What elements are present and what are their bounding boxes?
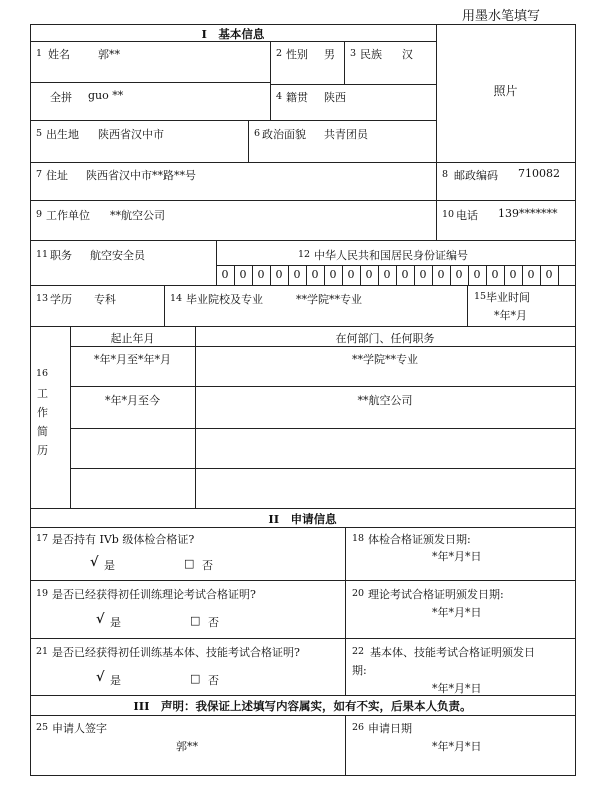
id-digit[interactable]: 0 <box>437 268 445 281</box>
q17-no-checkbox[interactable]: □ <box>184 557 195 570</box>
q17-text: 是否持有 IVb 级体检合格证? <box>52 533 195 546</box>
q20-text: 理论考试合格证明颁发日期: <box>368 588 504 601</box>
work-period-cell[interactable]: *年*月至今 <box>105 394 160 407</box>
grad-time-value[interactable]: *年*月 <box>494 309 527 322</box>
id-digit[interactable]: 0 <box>383 268 391 281</box>
work-dept-cell[interactable]: **学院**专业 <box>352 353 418 366</box>
id-digit[interactable]: 0 <box>491 268 499 281</box>
q20-date[interactable]: *年*月*日 <box>432 606 482 619</box>
q19-no-label: 否 <box>208 616 219 629</box>
id-digit[interactable]: 0 <box>365 268 373 281</box>
postcode-value[interactable]: 710082 <box>518 167 560 180</box>
signature-label: 申请人签字 <box>52 722 107 735</box>
id-digit[interactable]: 0 <box>329 268 337 281</box>
apply-date-value[interactable]: *年*月*日 <box>432 740 482 753</box>
id-digit[interactable]: 0 <box>275 268 283 281</box>
q18-date[interactable]: *年*月*日 <box>432 550 482 563</box>
birthplace-number: 5 <box>36 128 43 139</box>
declaration-statement: III 声明：我保证上述填写内容属实，如有不实，后果本人负责。 <box>133 699 472 713</box>
id-digit[interactable]: 0 <box>239 268 247 281</box>
ethnicity-value[interactable]: 汉 <box>402 48 413 61</box>
employer-number: 9 <box>36 209 43 220</box>
address-number: 7 <box>36 169 43 180</box>
grad-time-label: 毕业时间 <box>486 291 530 304</box>
position-value[interactable]: 航空安全员 <box>90 249 145 262</box>
school-value[interactable]: **学院**专业 <box>296 293 362 306</box>
gender-number: 2 <box>276 48 283 59</box>
ethnicity-number: 3 <box>350 48 357 59</box>
q19-yes-check-icon[interactable]: √ <box>96 612 105 627</box>
birthplace-label: 出生地 <box>46 128 79 141</box>
political-number: 6 <box>254 128 261 139</box>
name-label: 姓名 <box>48 48 70 61</box>
ethnicity-label: 民族 <box>360 48 382 61</box>
id-digit[interactable]: 0 <box>221 268 229 281</box>
id-digit[interactable]: 0 <box>401 268 409 281</box>
school-number: 14 <box>170 293 183 304</box>
id-digit[interactable]: 0 <box>509 268 517 281</box>
id-digit[interactable]: 0 <box>455 268 463 281</box>
q21-no-label: 否 <box>208 674 219 687</box>
q21-no-checkbox[interactable]: □ <box>190 672 201 685</box>
signature-value[interactable]: 郭** <box>176 740 198 753</box>
apply-date-label: 申请日期 <box>368 722 412 735</box>
position-label: 职务 <box>50 249 72 262</box>
q21-yes-label: 是 <box>110 674 121 687</box>
id-card-number: 12 <box>298 249 311 260</box>
grad-time-number: 15 <box>474 291 487 302</box>
q21-text: 是否已经获得初任训练基本体、技能考试合格证明? <box>52 646 300 659</box>
id-card-label: 中华人民共和国居民身份证编号 <box>314 249 468 262</box>
id-digit[interactable]: 0 <box>419 268 427 281</box>
q19-no-checkbox[interactable]: □ <box>190 614 201 627</box>
section-application-title: II 申请信息 <box>268 512 337 526</box>
native-place-value[interactable]: 陕西 <box>324 91 346 104</box>
work-dept-header: 在何部门、任何职务 <box>335 332 435 345</box>
q17-number: 17 <box>36 533 49 544</box>
employer-value[interactable]: **航空公司 <box>110 209 165 222</box>
q19-text: 是否已经获得初任训练理论考试合格证明? <box>52 588 256 601</box>
q21-yes-check-icon[interactable]: √ <box>96 670 105 685</box>
q17-no-label: 否 <box>202 559 213 572</box>
q19-yes-label: 是 <box>110 616 121 629</box>
work-history-label: 工 作 简 历 <box>37 387 48 457</box>
id-digit[interactable]: 0 <box>257 268 265 281</box>
id-digit[interactable]: 0 <box>473 268 481 281</box>
work-history-number: 16 <box>36 368 49 379</box>
native-place-number: 4 <box>276 91 283 102</box>
q22-date[interactable]: *年*月*日 <box>432 682 482 695</box>
pinyin-label: 全拼 <box>50 91 72 104</box>
id-digit[interactable]: 0 <box>527 268 535 281</box>
birthplace-value[interactable]: 陕西省汉中市 <box>98 128 164 141</box>
q18-text: 体检合格证颁发日期: <box>368 533 471 546</box>
q18-number: 18 <box>352 533 365 544</box>
signature-number: 25 <box>36 722 49 733</box>
education-value[interactable]: 专科 <box>94 293 116 306</box>
q22-text-line1: 基本体、技能考试合格证明颁发日 <box>370 646 535 659</box>
work-period-header: 起止年月 <box>110 332 155 345</box>
school-label: 毕业院校及专业 <box>186 293 263 306</box>
pinyin-value[interactable]: guo ** <box>88 89 124 102</box>
q22-number: 22 <box>352 646 365 657</box>
work-period-cell[interactable]: *年*月至*年*月 <box>94 353 171 366</box>
postcode-label: 邮政编码 <box>454 169 498 182</box>
section-basic-info-title: I 基本信息 <box>201 27 265 41</box>
postcode-number: 8 <box>442 169 449 180</box>
phone-value[interactable]: 139******* <box>498 207 558 220</box>
position-number: 11 <box>36 249 49 260</box>
q17-yes-label: 是 <box>104 559 115 572</box>
political-label: 政治面貌 <box>262 128 306 141</box>
employer-label: 工作单位 <box>46 209 90 222</box>
address-value[interactable]: 陕西省汉中市**路**号 <box>86 169 196 182</box>
gender-label: 性别 <box>286 48 308 61</box>
q20-number: 20 <box>352 588 365 599</box>
q19-number: 19 <box>36 588 49 599</box>
photo-label: 照片 <box>493 84 518 98</box>
name-number: 1 <box>36 48 43 59</box>
phone-label: 电话 <box>456 209 478 222</box>
phone-number: 10 <box>442 209 455 220</box>
name-value[interactable]: 郭** <box>98 48 120 61</box>
address-label: 住址 <box>46 169 68 182</box>
work-dept-cell[interactable]: **航空公司 <box>357 394 413 407</box>
education-label: 学历 <box>50 293 72 306</box>
q21-number: 21 <box>36 646 49 657</box>
id-digit[interactable]: 0 <box>545 268 553 281</box>
header-note: 用墨水笔填写 <box>462 9 541 24</box>
native-place-label: 籍贯 <box>286 91 308 104</box>
apply-date-number: 26 <box>352 722 365 733</box>
id-digit[interactable]: 0 <box>293 268 301 281</box>
id-digit[interactable]: 0 <box>347 268 355 281</box>
q17-yes-check-icon[interactable]: √ <box>90 555 99 570</box>
education-number: 13 <box>36 293 49 304</box>
gender-value[interactable]: 男 <box>324 48 335 61</box>
political-value[interactable]: 共青团员 <box>324 128 368 141</box>
q22-text-line2: 期: <box>352 664 367 677</box>
id-digit[interactable]: 0 <box>311 268 319 281</box>
